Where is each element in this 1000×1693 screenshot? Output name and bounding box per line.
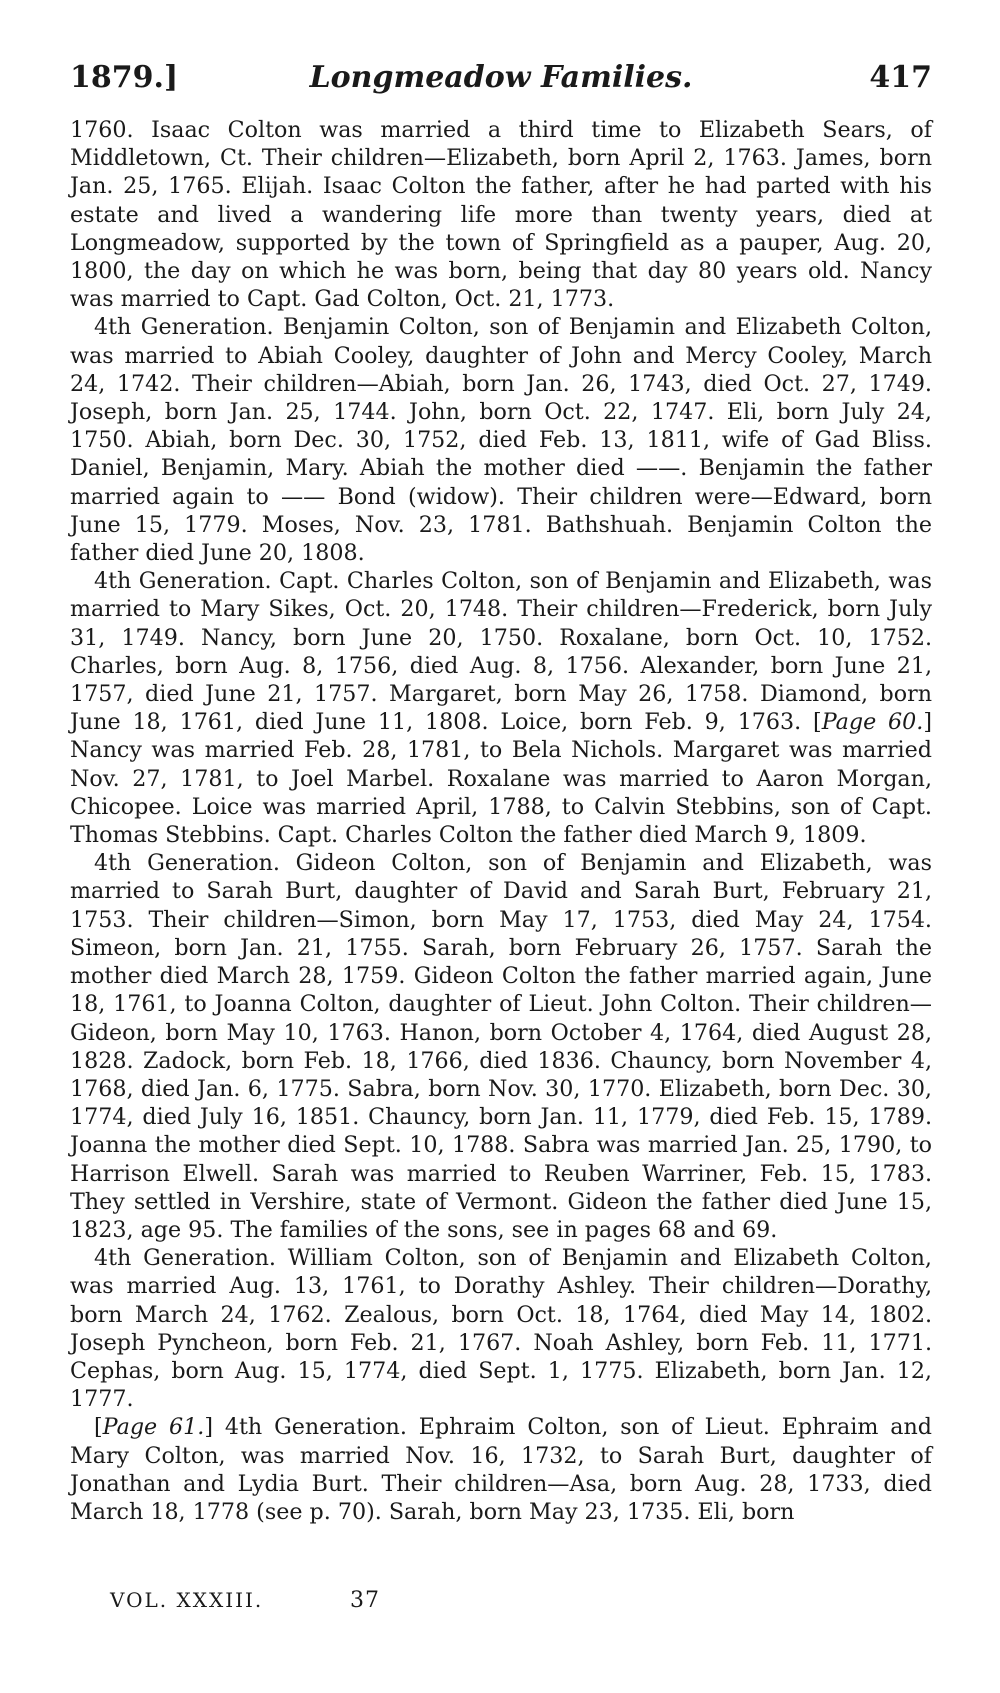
paragraph-gideon-colton: 4th Generation. Gideon Colton, son of Benjamin and Elizabeth, was married to Sarah Burt, daughter of David and Sarah Burt, February 21, 1753. Their children—Simon, born May 17, 1753, died May 24, 1754. Simeon, born Jan. 21, 1755. Sarah, born February 26, 1757. Sarah the mother died March 28, 1759. Gideon Colton the father married again, June 18, 1761, to Joanna Colton, daughter of Lieut. John Colton. Their children—Gideon, born May 10, 1763. Hanon, born October 4, 1764, died August 28, 1828. Zadock, born Feb. 18, 1766, died 1836. Chauncy, born November 4, 1768, died Jan. 6, 1775. Sabra, born Nov. 30, 1770. Elizabeth, born Dec. 30, 1774, died July 16, 1851. Chauncy, born Jan. 11, 1779, died Feb. 15, 1789. Joanna the mother died Sept. 10, 1788. Sabra was married Jan. 25, 1790, to Harrison Elwell. Sarah was married to Reuben Warriner, Feb. 15, 1783. They settled in Vershire, state of Vermont. Gideon the father died June 15, 1823, age 95. The families of the sons, see in pages 68 and 69. — [70, 850, 932, 1243]
paragraph-isaac-colton: 1760. Isaac Colton was married a third time to Elizabeth Sears, of Middletown, Ct. Their children—Elizabeth, born April 2, 1763. James, born Jan. 25, 1765. Elijah. Isaac Colton the father, after he had parted with his estate and lived a wandering life more than twenty years, died at Longmeadow, supported by the town of Springfield as a pauper, Aug. 20, 1800, the day on which he was born, being that day 80 years old. Nancy was married to Capt. Gad Colton, Oct. 21, 1773. — [70, 117, 932, 313]
paragraph-text: ] 4th Generation. Ephraim Colton, son of Lieut. Ephraim and Mary Colton, was married Nov. 16, 1732, to Sarah Burt, daughter of Jonathan and Lydia Burt. Their children—Asa, born Aug. 28, 1733, died March 18, 1778 (see p. 70). Sarah, born May 23, 1735. Eli, born — [70, 1414, 932, 1525]
page-reference: Page 61. — [102, 1414, 205, 1441]
volume-label: VOL. XXXIII. — [110, 1588, 264, 1612]
paragraph-ephraim-colton — [70, 1413, 932, 1526]
page-reference: Page 60. — [821, 709, 924, 736]
body-text — [70, 116, 932, 1526]
paragraph-text: ] Nancy was married Feb. 28, 1781, to Bela Nichols. Margaret was married Nov. 27, 1781, to Joel Marbel. Roxalane was married to Aaron Morgan, Chicopee. Loice was married April, 1788, to Calvin Stebbins, son of Capt. Thomas Stebbins. Capt. Charles Colton the father died March 9, 1809. — [70, 709, 932, 849]
signature-mark: 37 — [350, 1588, 380, 1613]
page-number: 417 — [869, 60, 932, 95]
paragraph-william-colton: 4th Generation. William Colton, son of Benjamin and Elizabeth Colton, was married Aug. 13, 1761, to Dorathy Ashley. Their children—Dorathy, born March 24, 1762. Zealous, born Oct. 18, 1764, died May 14, 1802. Joseph Pyncheon, born Feb. 21, 1767. Noah Ashley, born Feb. 11, 1771. Cephas, born Aug. 15, 1774, died Sept. 1, 1775. Elizabeth, born Jan. 12, 1777. — [70, 1245, 932, 1413]
paragraph-text: 4th Generation. Capt. Charles Colton, son of Benjamin and Elizabeth, was married to Mary Sikes, Oct. 20, 1748. Their children—Frederick, born July 31, 1749. Nancy, born June 20, 1750. Roxalane, born Oct. 10, 1752. Charles, born Aug. 8, 1756, died Aug. 8, 1756. Alexander, born June 21, 1757, died June 21, 1757. Margaret, born May 26, 1758. Diamond, born June 18, 1761, died June 11, 1808. Loice, born Feb. 9, 1763. [ — [70, 568, 932, 736]
paragraph-charles-colton — [70, 567, 932, 849]
paragraph-text: [ — [94, 1414, 103, 1441]
header-title: Longmeadow Families. — [309, 60, 693, 95]
page-footer — [110, 1588, 380, 1613]
document-page — [70, 40, 932, 1526]
header-year: 1879.] — [70, 60, 179, 95]
running-header — [70, 40, 932, 104]
paragraph-benjamin-colton: 4th Generation. Benjamin Colton, son of Benjamin and Elizabeth Colton, was married to Abiah Cooley, daughter of John and Mercy Cooley, March 24, 1742. Their children—Abiah, born Jan. 26, 1743, died Oct. 27, 1749. Joseph, born Jan. 25, 1744. John, born Oct. 22, 1747. Eli, born July 24, 1750. Abiah, born Dec. 30, 1752, died Feb. 13, 1811, wife of Gad Bliss. Daniel, Benjamin, Mary. Abiah the mother died ——. Benjamin the father married again to —— Bond (widow). Their children were—Edward, born June 15, 1779. Moses, Nov. 23, 1781. Bathshuah. Benjamin Colton the father died June 20, 1808. — [70, 314, 932, 567]
